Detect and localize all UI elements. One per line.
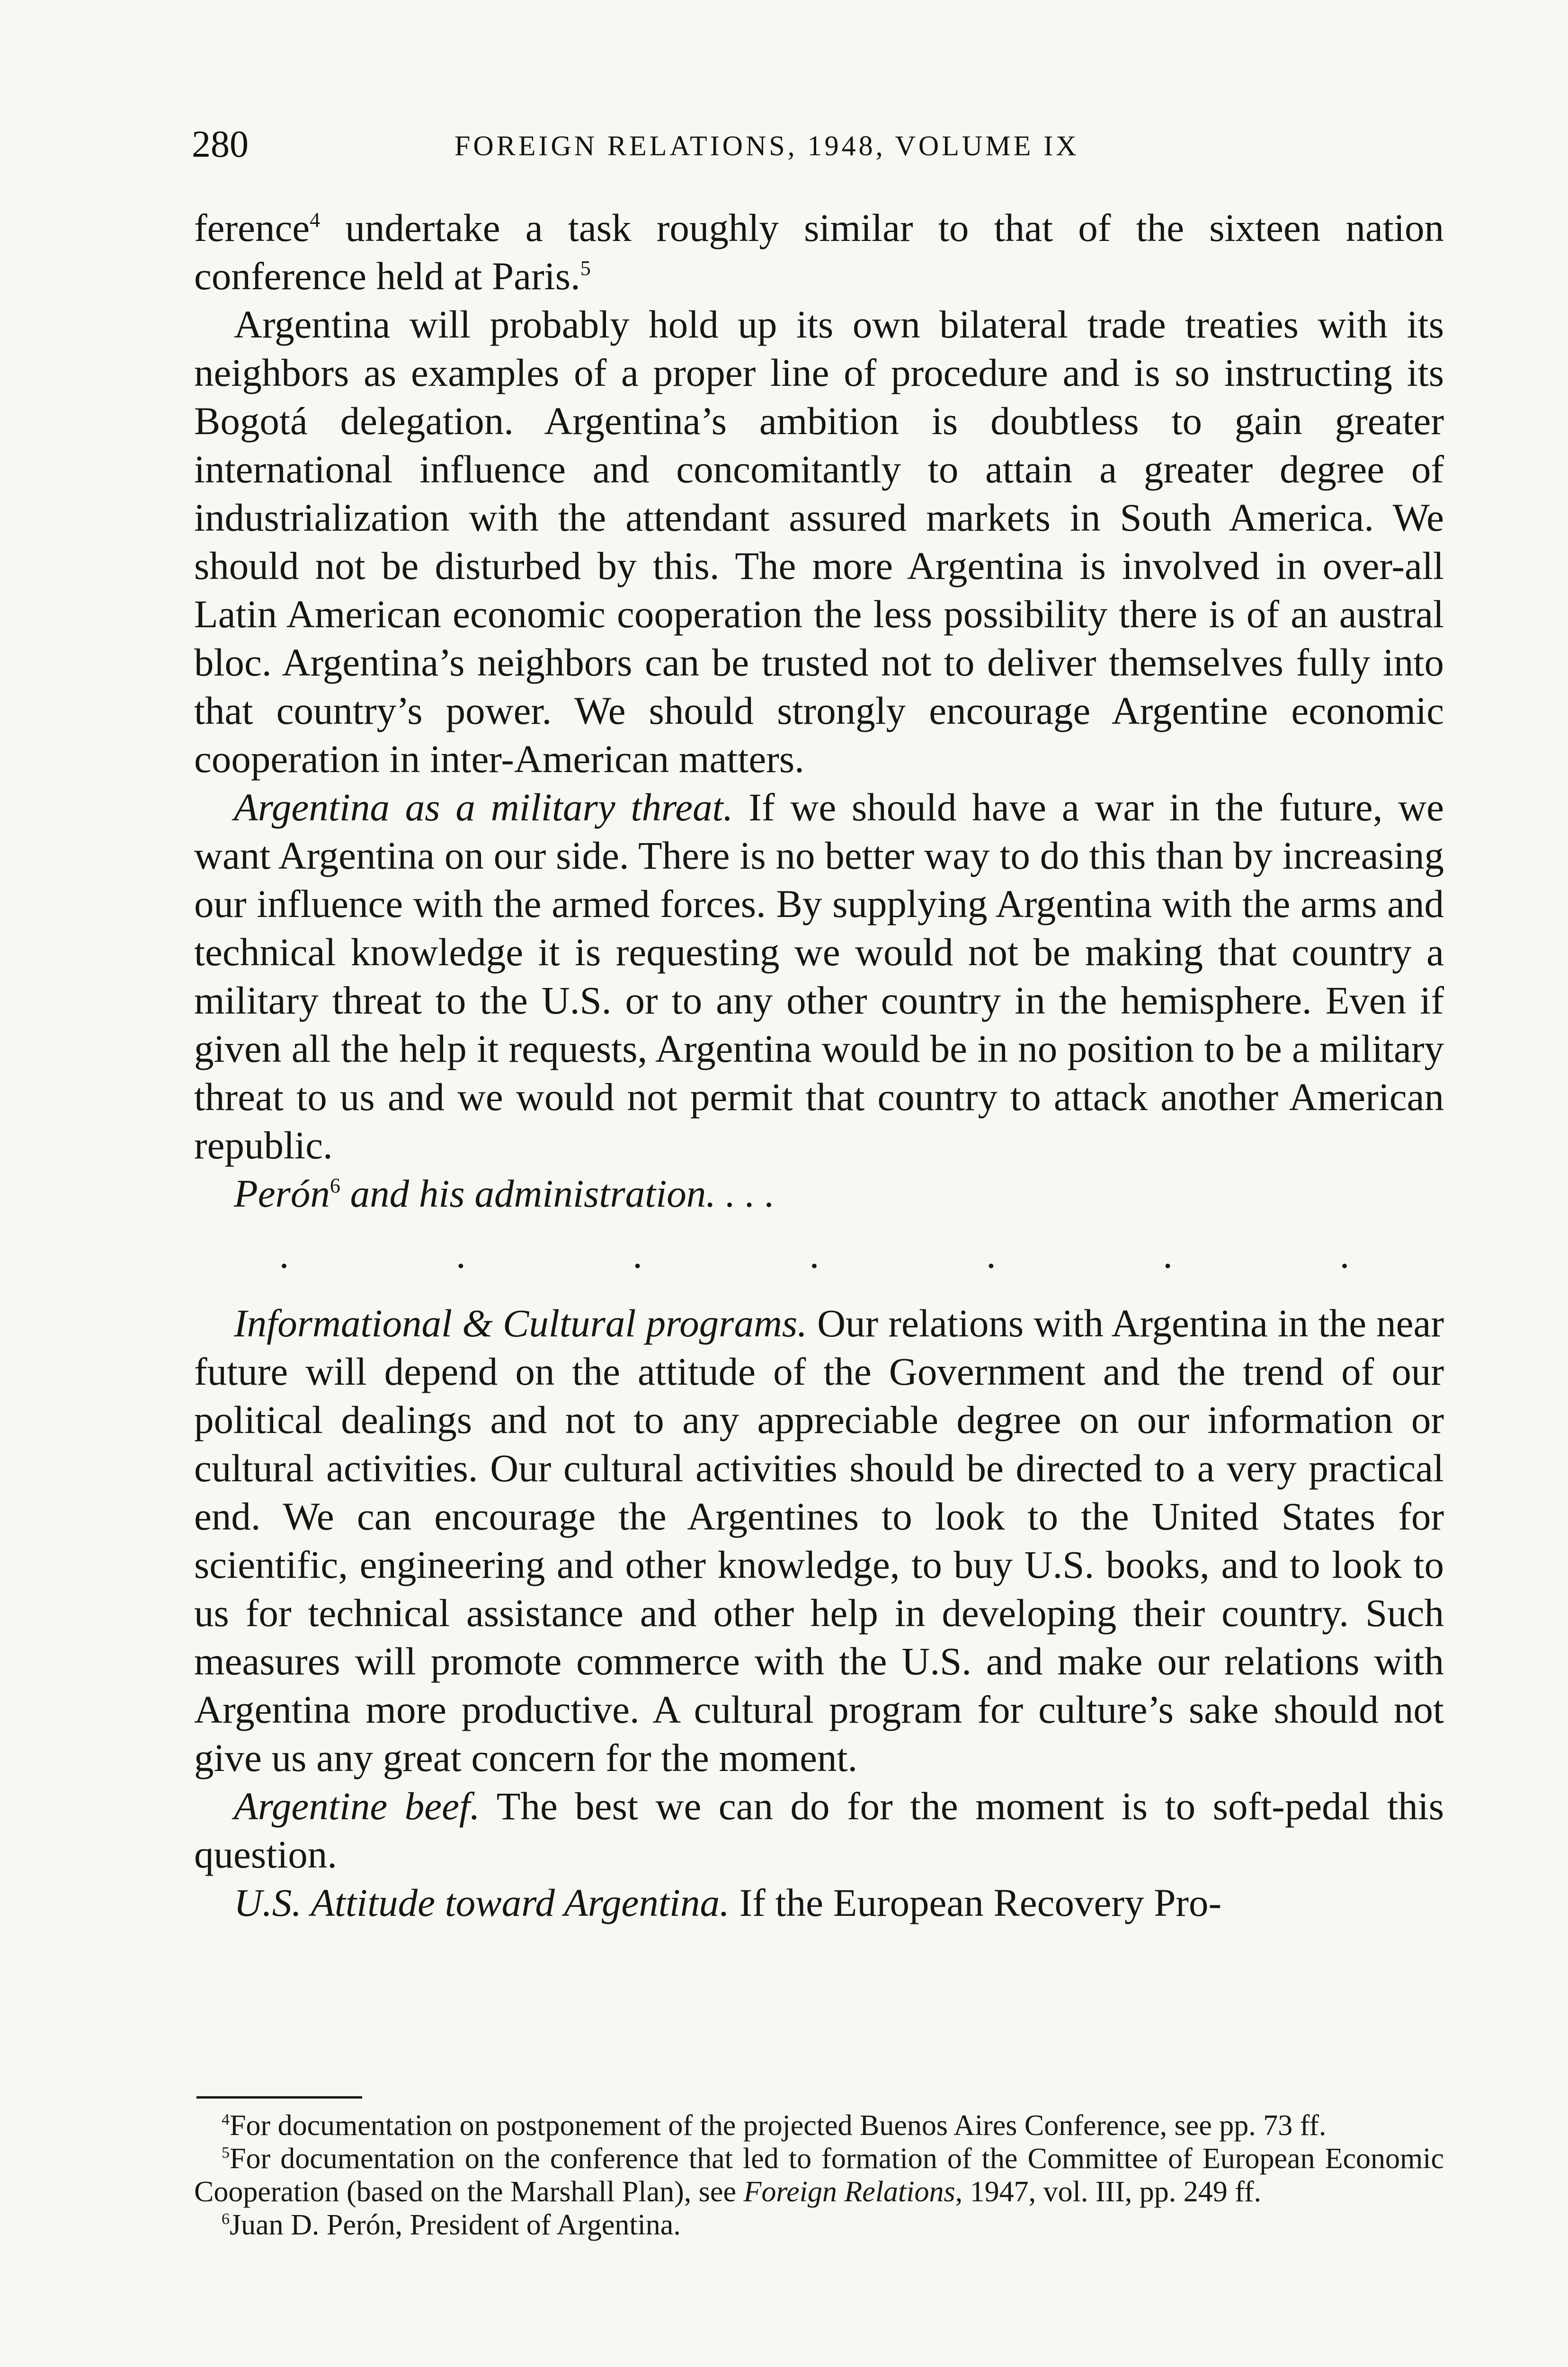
paragraph-argentine-beef xyxy=(194,1782,1444,1878)
ellipsis-dot: . xyxy=(809,1233,820,1276)
paragraph-text: Our relations with Argentina in the near future will depend on the attitude of the Government and the trend of our political dealings and not to any appreciable degree on our information or cultural activities. Our cultural activities should be directed to a very practical end. We can encourage the Argentines to look to the United States for scientific, engineering and other knowledge, to buy U.S. books, and to look to us for technical assistance and other help in developing their country. Such measures will promote commerce with the U.S. and make our relations with Argentina more productive. A cultural program for culture’s sake should not give us any great concern for the moment. xyxy=(194,1301,1444,1780)
paragraph-argentina-bilateral: Argentina will probably hold up its own bilateral trade treaties with its neighbors as examples of a proper line of procedure and is so instructing its Bogotá delegation. Argentina’s ambition is doubtless to gain greater international influence and concomitantly to attain a greater degree of industrialization with the attendant assured markets in South America. We should not be disturbed by this. The more Argentina is involved in over-all Latin American economic cooperation the less possibility there is of an austral bloc. Argentina’s neighbors can be trusted not to deliver themselves fully into that country’s power. We should strongly encourage Argentine economic cooperation in inter-American matters. xyxy=(194,303,1444,781)
ellipsis-dot: . xyxy=(456,1233,466,1276)
paragraph-peron xyxy=(194,1169,1444,1218)
footnote-text: , 1947, vol. III, pp. 249 ff. xyxy=(955,2176,1261,2208)
page-header xyxy=(192,118,1442,170)
footnote-text: Juan D. Perón, President of Argentina. xyxy=(230,2209,681,2241)
paragraph-text: undertake a task roughly similar to that of the sixteen nation conference held at Paris. xyxy=(194,206,1444,298)
section-heading: Argentine beef. xyxy=(234,1784,480,1828)
footnote-text: For documentation on postponement of the projected Buenos Aires Conference, see pp. 73 ff. xyxy=(230,2109,1327,2142)
paragraph-text: ference xyxy=(194,206,310,249)
main-text xyxy=(194,204,1444,1927)
section-heading: Informational & Cultural programs. xyxy=(234,1301,807,1345)
omission-ellipsis xyxy=(275,1233,1354,1276)
section-heading: Perón xyxy=(234,1172,330,1215)
footnote-5 xyxy=(194,2142,1444,2208)
footnote-ref-6[interactable]: 6 xyxy=(330,1174,340,1197)
footnote-ref-5[interactable]: 5 xyxy=(580,257,591,280)
footnote-divider xyxy=(196,2096,362,2099)
paragraph-cultural-programs xyxy=(194,1299,1444,1782)
footnote-number: 4 xyxy=(222,2111,230,2128)
paragraph-continuation xyxy=(194,204,1444,300)
ellipsis-dot: . xyxy=(1163,1233,1173,1276)
paragraph-text: If the European Recovery Pro- xyxy=(729,1881,1222,1924)
footnote-text: For documentation on the conference that led to formation of the Committee of European Economic Cooperation (based on the Marshall Plan), see xyxy=(194,2143,1444,2208)
paragraph-text: If we should have a war in the future, we want Argentina on our side. There is no better way to do this than by increasing our influence with the armed forces. By supplying Argentina with the arms and technical knowledge it is requesting we would not be making that country a military threat to the U.S. or to any other country in the hemisphere. Even if given all the help it requests, Argentina would be in no position to be a military threat to us and we would not permit that country to attack another American republic. xyxy=(194,785,1444,1167)
paragraph-military-threat xyxy=(194,783,1444,1169)
ellipsis-dot: . xyxy=(986,1233,996,1276)
section-heading: and his administration. . . . xyxy=(340,1172,775,1215)
paragraph-text: The best we can do for the moment is to soft-pedal this question. xyxy=(194,1784,1444,1876)
footnote-number: 5 xyxy=(222,2144,230,2162)
running-head: FOREIGN RELATIONS, 1948, VOLUME IX xyxy=(454,130,1079,161)
page-number: 280 xyxy=(192,124,249,165)
footnote-4 xyxy=(194,2109,1444,2142)
ellipsis-dot: . xyxy=(279,1233,289,1276)
section-heading: U.S. Attitude toward Argentina. xyxy=(234,1881,730,1924)
ellipsis-dot: . xyxy=(1339,1233,1350,1276)
ellipsis-dot: . xyxy=(633,1233,642,1276)
footnote-citation: Foreign Relations xyxy=(743,2176,955,2208)
footnotes xyxy=(194,2109,1444,2242)
paragraph-us-attitude xyxy=(194,1878,1444,1927)
footnote-number: 6 xyxy=(222,2210,230,2228)
footnote-ref-4[interactable]: 4 xyxy=(310,208,321,231)
section-heading: Argentina as a military threat. xyxy=(234,785,733,829)
footnote-6 xyxy=(194,2208,1444,2242)
